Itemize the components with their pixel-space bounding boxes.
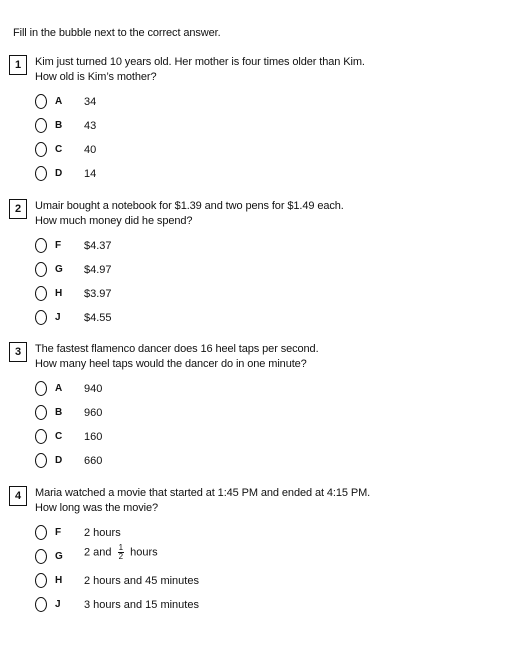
answer-bubble[interactable] [35, 286, 47, 301]
question-4 [0, 486, 510, 626]
choice-text: 2 and [84, 546, 112, 559]
choice-letter: H [55, 288, 63, 299]
choice-text: 940 [84, 383, 103, 395]
question-prompt: How old is Kim’s mother? [35, 71, 157, 83]
answer-choice-j[interactable] [0, 597, 510, 615]
question-prompt: How long was the movie? [35, 502, 159, 514]
answer-choice-h[interactable] [0, 286, 510, 304]
question-prompt: How many heel taps would the dancer do in one minute? [35, 358, 307, 370]
answer-bubble[interactable] [35, 549, 47, 564]
answer-bubble[interactable] [35, 310, 47, 325]
question-number: 3 [9, 342, 27, 362]
question-number: 1 [9, 55, 27, 75]
choice-letter: C [55, 431, 63, 442]
choice-letter: G [55, 264, 63, 275]
answer-bubble[interactable] [35, 573, 47, 588]
answer-bubble[interactable] [35, 597, 47, 612]
answer-bubble[interactable] [35, 381, 47, 396]
choice-letter: A [55, 383, 63, 394]
answer-bubble[interactable] [35, 166, 47, 181]
choice-letter: B [55, 120, 63, 131]
question-number: 2 [9, 199, 27, 219]
answer-bubble[interactable] [35, 142, 47, 157]
answer-choice-c[interactable] [0, 429, 510, 447]
answer-choice-a[interactable] [0, 94, 510, 112]
choice-letter: J [55, 599, 61, 610]
choice-letter: D [55, 455, 63, 466]
answer-choice-d[interactable] [0, 453, 510, 471]
answer-choice-b[interactable] [0, 405, 510, 423]
answer-choice-a[interactable] [0, 381, 510, 399]
choice-text-suffix: hours [130, 546, 158, 559]
choice-text: 3 hours and 15 minutes [84, 599, 199, 611]
choice-text: 14 [84, 168, 97, 180]
choice-letter: H [55, 575, 63, 586]
choice-text: $4.37 [84, 240, 112, 252]
answer-choice-d[interactable] [0, 166, 510, 184]
choice-text: 40 [84, 144, 97, 156]
choice-text: 660 [84, 455, 103, 467]
choice-text: $4.55 [84, 312, 112, 324]
answer-bubble[interactable] [35, 453, 47, 468]
choice-letter: G [55, 551, 63, 562]
answer-choice-f[interactable] [0, 525, 510, 543]
choice-letter: B [55, 407, 63, 418]
question-3 [0, 342, 510, 482]
choice-text: 43 [84, 120, 97, 132]
choice-letter: F [55, 527, 62, 538]
choice-letter: J [55, 312, 61, 323]
choice-text: $4.97 [84, 264, 112, 276]
choice-letter: C [55, 144, 63, 155]
question-prompt: How much money did he spend? [35, 215, 193, 227]
answer-choice-h[interactable] [0, 573, 510, 591]
answer-bubble[interactable] [35, 262, 47, 277]
question-number: 4 [9, 486, 27, 506]
choice-letter: F [55, 240, 62, 251]
choice-text: 2 hours [84, 527, 121, 539]
choice-text: $3.97 [84, 288, 112, 300]
choice-text: 960 [84, 407, 103, 419]
choice-letter: A [55, 96, 63, 107]
question-text: Kim just turned 10 years old. Her mother is four times older than Kim. [35, 56, 365, 68]
fraction-denominator: 2 [118, 552, 124, 561]
answer-choice-c[interactable] [0, 142, 510, 160]
answer-choice-g[interactable] [0, 262, 510, 280]
question-2 [0, 199, 510, 339]
question-text: Maria watched a movie that started at 1:45 PM and ended at 4:15 PM. [35, 487, 371, 499]
answer-bubble[interactable] [35, 525, 47, 540]
choice-text: 34 [84, 96, 97, 108]
question-text: Umair bought a notebook for $1.39 and two pens for $1.49 each. [35, 200, 344, 212]
choice-text-with-fraction [84, 544, 158, 561]
instructions: Fill in the bubble next to the correct answer. [13, 27, 221, 39]
question-text: The fastest flamenco dancer does 16 heel taps per second. [35, 343, 319, 355]
answer-bubble[interactable] [35, 94, 47, 109]
choice-text: 160 [84, 431, 103, 443]
fraction-numerator: 1 [118, 543, 124, 552]
question-1 [0, 55, 510, 195]
choice-text: 2 hours and 45 minutes [84, 575, 199, 587]
fraction [118, 544, 124, 561]
choice-letter: D [55, 168, 63, 179]
answer-choice-f[interactable] [0, 238, 510, 256]
answer-choice-j[interactable] [0, 310, 510, 328]
answer-bubble[interactable] [35, 238, 47, 253]
answer-bubble[interactable] [35, 118, 47, 133]
answer-bubble[interactable] [35, 429, 47, 444]
answer-choice-g[interactable] [0, 543, 510, 567]
answer-choice-b[interactable] [0, 118, 510, 136]
answer-bubble[interactable] [35, 405, 47, 420]
